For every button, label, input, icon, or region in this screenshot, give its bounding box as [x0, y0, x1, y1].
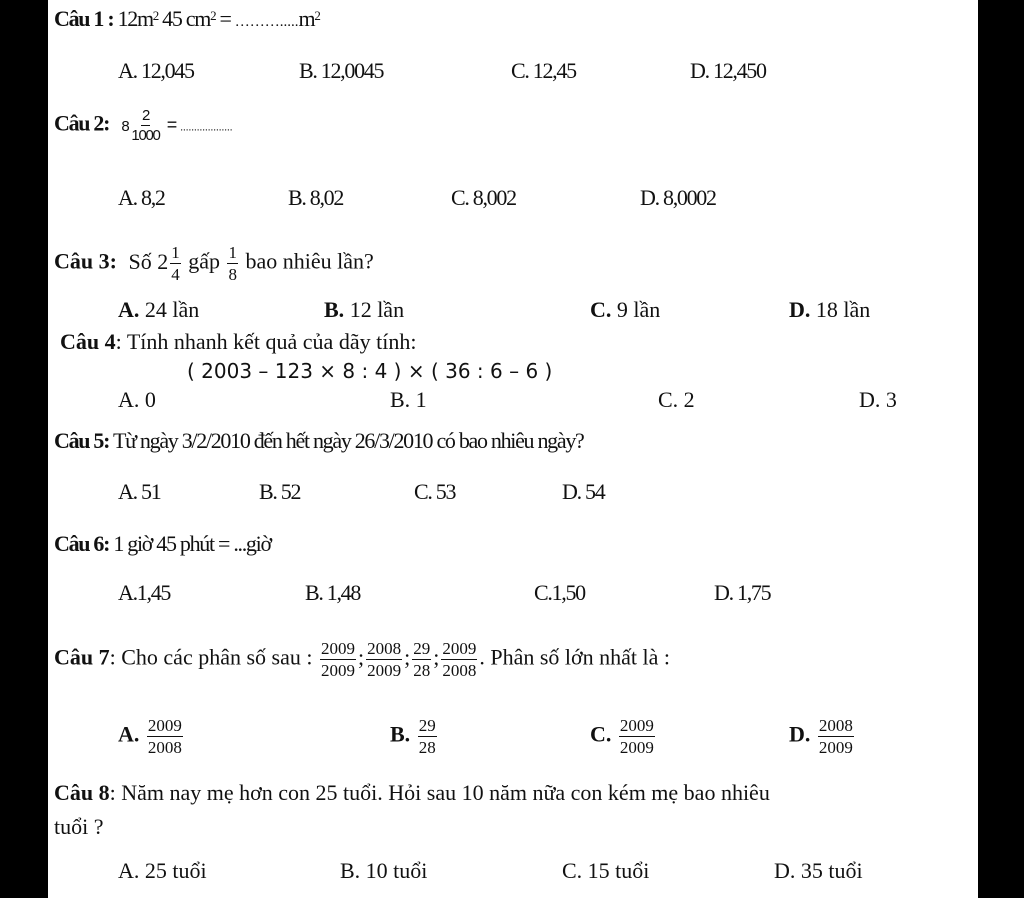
option: D. 12,450	[690, 58, 766, 83]
whole-number: 8	[121, 117, 129, 135]
option-text: 18 lần	[810, 297, 871, 322]
denominator: 2008	[147, 738, 182, 757]
question-text: : Tính nhanh kết quả của dãy tính:	[115, 329, 417, 354]
question-4	[60, 329, 416, 355]
option	[590, 297, 660, 323]
numerator: 2009	[147, 716, 182, 735]
option: C. 53	[414, 479, 456, 504]
option	[390, 717, 439, 756]
option: A. 0	[118, 387, 156, 412]
option: D. 54	[562, 479, 605, 504]
question-text: . Phân số lớn nhất là :	[479, 644, 671, 670]
expr-part: 12m	[117, 6, 153, 31]
option: D. 1,75	[714, 580, 771, 605]
question-text: 1 giờ 45 phút = ...giờ	[113, 531, 271, 556]
answer-blank: ...................	[180, 121, 233, 134]
denominator: 2009	[619, 738, 654, 757]
option-letter: D.	[789, 297, 811, 322]
superscript: 2	[152, 8, 158, 23]
expr-part: =	[215, 6, 235, 31]
question-label: Câu 6:	[54, 531, 110, 556]
option-letter: A.	[118, 721, 140, 747]
separator: ;	[404, 644, 411, 670]
numerator: 2009	[320, 639, 355, 658]
question-5	[54, 428, 584, 454]
answer-blank: ……….....	[234, 14, 299, 30]
denominator: 4	[171, 265, 180, 284]
option: B. 10 tuổi	[340, 858, 428, 883]
option: A. 51	[118, 479, 161, 504]
numerator: 2008	[818, 716, 853, 735]
option: A. 12,045	[118, 58, 194, 83]
option	[118, 297, 199, 323]
option	[789, 717, 856, 756]
option: C. 2	[658, 387, 695, 412]
fraction	[227, 244, 238, 283]
question-2	[54, 108, 232, 143]
option: D. 3	[859, 387, 897, 412]
question-text: gấp	[188, 248, 220, 274]
option: D. 8,0002	[640, 185, 716, 210]
option-text: 24 lần	[139, 297, 200, 322]
denominator: 28	[418, 738, 436, 757]
denominator: 28	[413, 661, 431, 680]
denominator: 2008	[442, 661, 477, 680]
fraction	[441, 640, 477, 679]
question-3	[54, 244, 374, 283]
option: A.1,45	[118, 580, 171, 605]
numerator: 2009	[442, 639, 477, 658]
numerator: 1	[228, 243, 237, 262]
option: C. 8,002	[451, 185, 516, 210]
option: D. 35 tuổi	[774, 858, 863, 883]
question-label: Câu 8	[54, 780, 110, 805]
option	[590, 717, 657, 756]
fraction	[619, 717, 655, 756]
question-label: Câu 1 :	[54, 6, 114, 31]
option-letter: A.	[118, 297, 140, 322]
option: C. 12,45	[511, 58, 576, 83]
fraction	[412, 640, 431, 679]
option-text: 9 lần	[611, 297, 661, 322]
option-text: 12 lần	[344, 297, 405, 322]
expr-part: 45 cm	[157, 6, 211, 31]
option-letter: C.	[590, 721, 612, 747]
superscript: 2	[210, 8, 216, 23]
option: C. 15 tuổi	[562, 858, 650, 883]
equals: =	[166, 114, 176, 135]
denominator: 8	[228, 265, 237, 284]
option-letter: C.	[590, 297, 612, 322]
option: B. 8,02	[288, 185, 344, 210]
question-text: Số 2	[128, 248, 169, 274]
fraction	[170, 244, 181, 283]
denominator: 2009	[818, 738, 853, 757]
numerator: 29	[418, 716, 436, 735]
numerator: 2009	[619, 716, 654, 735]
superscript: 2	[314, 8, 320, 23]
unit: m	[298, 6, 315, 31]
fraction	[366, 640, 402, 679]
option: B. 52	[259, 479, 301, 504]
option-letter: B.	[390, 721, 411, 747]
option	[324, 297, 404, 323]
option: B. 12,0045	[299, 58, 384, 83]
question-7	[54, 640, 670, 679]
option: B. 1,48	[305, 580, 361, 605]
option: B. 1	[390, 387, 427, 412]
denominator: 2009	[367, 661, 402, 680]
question-text-continued: tuổi ?	[54, 814, 104, 839]
question-6	[54, 531, 271, 557]
numerator: 2008	[367, 639, 402, 658]
question-text: : Cho các phân số sau :	[109, 644, 313, 670]
option-letter: D.	[789, 721, 811, 747]
option: C.1,50	[534, 580, 585, 605]
expression: ( 2003 – 123 × 8 : 4 ) × ( 36 : 6 – 6 )	[187, 359, 553, 383]
fraction	[130, 108, 160, 143]
denominator: 1000	[131, 127, 160, 144]
fraction	[320, 640, 356, 679]
question-label: Câu 3:	[54, 248, 117, 274]
fraction	[418, 717, 437, 756]
question-text: bao nhiêu lần?	[245, 248, 374, 274]
question-label: Câu 2:	[54, 110, 110, 136]
question-text: : Năm nay mẹ hơn con 25 tuổi. Hỏi sau 10 năm nữa con kém mẹ bao nhiêu	[109, 780, 770, 805]
fraction	[818, 717, 854, 756]
question-label: Câu 7	[54, 644, 110, 670]
denominator: 2009	[320, 661, 355, 680]
fraction	[147, 717, 183, 756]
question-label: Câu 4	[60, 329, 116, 354]
question-text: Từ ngày 3/2/2010 đến hết ngày 26/3/2010 có bao nhiêu ngày?	[112, 428, 584, 453]
separator: ;	[433, 644, 440, 670]
option-letter: B.	[324, 297, 345, 322]
separator: ;	[357, 644, 365, 670]
question-8	[54, 780, 770, 806]
option	[789, 297, 870, 323]
option: A. 8,2	[118, 185, 165, 210]
worksheet-page	[48, 0, 978, 898]
numerator: 2	[141, 107, 150, 124]
option: A. 25 tuổi	[118, 858, 207, 883]
option	[118, 717, 185, 756]
question-label: Câu 5:	[54, 428, 110, 453]
numerator: 29	[413, 639, 431, 658]
question-1	[54, 6, 320, 35]
numerator: 1	[171, 243, 180, 262]
